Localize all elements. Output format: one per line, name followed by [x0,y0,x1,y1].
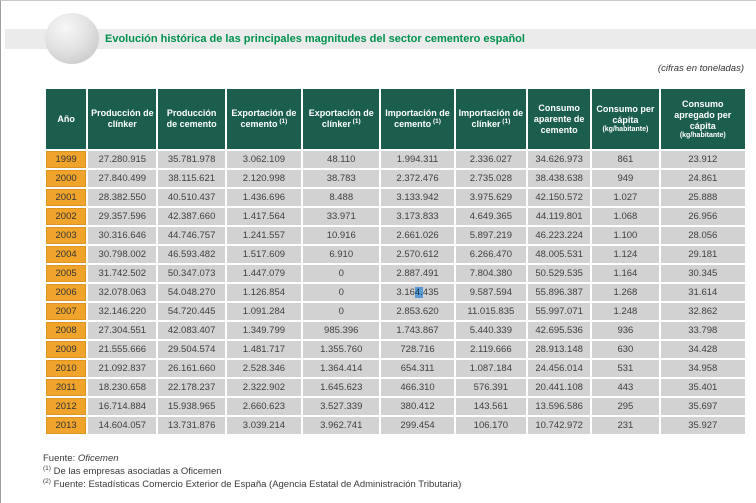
data-cell: 29.181 [661,246,745,263]
data-cell: 44.746.757 [158,227,224,244]
data-cell: 35.401 [661,379,745,396]
year-cell: 2012 [46,398,86,415]
data-cell: 46.223.224 [528,227,590,244]
data-cell: 654.311 [381,360,453,377]
data-cell: 50.529.535 [528,265,590,282]
data-cell: 34.428 [661,341,745,358]
table-row [46,284,745,301]
data-cell: 936 [592,322,658,339]
data-cell: 3.962.741 [303,417,379,434]
data-cell: 26.956 [661,208,745,225]
year-cell: 2007 [46,303,86,320]
data-cell: 0 [303,303,379,320]
data-cell: 143.561 [456,398,526,415]
cement-sector-table [44,87,747,436]
data-cell: 26.161.660 [158,360,224,377]
table-row [46,360,745,377]
data-cell: 27.304.551 [88,322,156,339]
data-cell: 3.173.833 [381,208,453,225]
data-cell: 48.005.531 [528,246,590,263]
year-cell: 2008 [46,322,86,339]
data-cell: 32.078.063 [88,284,156,301]
data-cell: 27.280.915 [88,151,156,168]
data-cell: 1.994.311 [381,151,453,168]
column-header: Producción de cemento [158,89,224,149]
data-cell: 18.230.658 [88,379,156,396]
data-cell: 34.626.973 [528,151,590,168]
data-cell: 576.391 [456,379,526,396]
year-cell: 2011 [46,379,86,396]
data-cell: 29.504.574 [158,341,224,358]
column-header: Consumo per cápita (kg/habitante) [592,89,658,149]
data-cell: 35.927 [661,417,745,434]
table-row [46,341,745,358]
data-cell: 38.438.638 [528,170,590,187]
year-cell: 2002 [46,208,86,225]
data-cell: 38.115.621 [158,170,224,187]
source-label: Fuente: [43,453,76,464]
data-cell: 32.146.220 [88,303,156,320]
data-cell: 1.364.414 [303,360,379,377]
data-cell: 2.570.612 [381,246,453,263]
table-row [46,322,745,339]
data-cell: 1.417.564 [227,208,301,225]
source-name: Oficemen [77,453,119,464]
data-cell: 1.436.696 [227,189,301,206]
data-cell: 33.798 [661,322,745,339]
data-cell: 2.887.491 [381,265,453,282]
data-cell: 13.731.876 [158,417,224,434]
data-cell: 1.091.284 [227,303,301,320]
data-cell: 106.170 [456,417,526,434]
data-cell: 42.695.536 [528,322,590,339]
table-row [46,227,745,244]
table-row [46,151,745,168]
data-cell: 6.910 [303,246,379,263]
data-cell: 0 [303,284,379,301]
data-cell: 1.068 [592,208,658,225]
data-cell: 1.027 [592,189,658,206]
data-cell: 55.896.387 [528,284,590,301]
data-cell: 21.092.837 [88,360,156,377]
data-cell: 861 [592,151,658,168]
data-cell: 21.555.666 [88,341,156,358]
column-header: Importación de cemento $^{(1)}$ [381,89,453,149]
year-cell: 2005 [46,265,86,282]
data-cell: 24.456.014 [528,360,590,377]
footnotes [43,452,461,491]
data-cell: 2.372.476 [381,170,453,187]
table-row [46,246,745,263]
data-cell: 42.150.572 [528,189,590,206]
column-header: Producción de clínker [88,89,156,149]
data-cell: 54.048.270 [158,284,224,301]
data-cell: 2.735.028 [456,170,526,187]
data-cell: 4.649.365 [456,208,526,225]
data-cell: 949 [592,170,658,187]
data-cell: 54.720.445 [158,303,224,320]
data-cell: 35.697 [661,398,745,415]
data-cell: 32.862 [661,303,745,320]
footnote-1-marker: (1) [43,464,51,472]
data-cell: 6.266.470 [456,246,526,263]
data-cell: 15.938.965 [158,398,224,415]
table-row [46,170,745,187]
data-cell: 23.912 [661,151,745,168]
data-cell: 1.355.760 [303,341,379,358]
year-cell: 2006 [46,284,86,301]
data-cell: 44.119.801 [528,208,590,225]
data-cell: 10.742.972 [528,417,590,434]
data-cell: 3.164.435 [381,284,453,301]
year-cell: 2000 [46,170,86,187]
table-row [46,398,745,415]
data-cell: 24.861 [661,170,745,187]
table-row [46,417,745,434]
data-cell: 10.916 [303,227,379,244]
year-cell: 2009 [46,341,86,358]
footnote-1-text: De las empresas asociadas a Oficemen [53,466,222,477]
data-cell: 3.039.214 [227,417,301,434]
data-cell: 11.015.835 [456,303,526,320]
data-cell: 46.593.482 [158,246,224,263]
source-line [43,452,461,465]
data-cell: 2.853.620 [381,303,453,320]
data-cell: 443 [592,379,658,396]
data-cell: 295 [592,398,658,415]
data-cell: 1.645.623 [303,379,379,396]
page-title: Evolución histórica de las principales magnitudes del sector cementero español [105,33,525,45]
data-cell: 28.382.550 [88,189,156,206]
data-cell: 7.804.380 [456,265,526,282]
data-cell: 531 [592,360,658,377]
data-cell: 22.178.237 [158,379,224,396]
data-cell: 985.396 [303,322,379,339]
column-header: Consumo aparente de cemento [528,89,590,149]
data-cell: 35.781.978 [158,151,224,168]
column-header: Exportación de clínker $^{(1)}$ [303,89,379,149]
year-cell: 2001 [46,189,86,206]
data-cell: 27.840.499 [88,170,156,187]
data-cell: 3.975.629 [456,189,526,206]
data-cell: 13.596.586 [528,398,590,415]
data-cell: 0 [303,265,379,282]
data-cell: 1.164 [592,265,658,282]
data-cell: 5.440.339 [456,322,526,339]
data-cell: 20.441.108 [528,379,590,396]
data-cell: 1.241.557 [227,227,301,244]
data-cell: 2.119.666 [456,341,526,358]
data-cell: 1.481.717 [227,341,301,358]
data-cell: 31.614 [661,284,745,301]
table-header [46,89,745,149]
column-header: Año [46,89,86,149]
column-header: Consumo apregado per cápita (kg/habitante) [661,89,745,149]
data-cell: 48.110 [303,151,379,168]
data-cell: 1.349.799 [227,322,301,339]
data-cell: 3.527.339 [303,398,379,415]
data-cell: 2.528.346 [227,360,301,377]
data-cell: 466.310 [381,379,453,396]
data-cell: 1.268 [592,284,658,301]
data-cell: 9.587.594 [456,284,526,301]
footnote-2-text: Fuente: Estadísticas Comercio Exterior de España (Agencia Estatal de Administración Tributaria) [53,479,462,490]
footnote-2 [43,478,461,491]
data-cell: 3.062.109 [227,151,301,168]
data-cell: 29.357.596 [88,208,156,225]
data-cell: 8.488 [303,189,379,206]
data-cell: 3.133.942 [381,189,453,206]
data-cell: 34.958 [661,360,745,377]
footnote-1 [43,465,461,478]
table-row [46,208,745,225]
sphere-decoration-icon [45,13,99,64]
data-cell: 25.888 [661,189,745,206]
data-cell: 1.743.867 [381,322,453,339]
table-row [46,265,745,282]
data-cell: 30.345 [661,265,745,282]
data-cell: 14.604.057 [88,417,156,434]
data-cell: 40.510.437 [158,189,224,206]
year-cell: 2013 [46,417,86,434]
data-cell: 2.336.027 [456,151,526,168]
data-cell: 1.124 [592,246,658,263]
data-cell: 2.120.998 [227,170,301,187]
table-row [46,379,745,396]
data-cell: 2.661.026 [381,227,453,244]
table-row [46,189,745,206]
units-note: (cifras en toneladas) [657,63,744,74]
data-cell: 2.660.623 [227,398,301,415]
year-cell: 2004 [46,246,86,263]
data-cell: 231 [592,417,658,434]
data-cell: 42.083.407 [158,322,224,339]
year-cell: 1999 [46,151,86,168]
data-cell: 33.971 [303,208,379,225]
data-cell: 1.087.184 [456,360,526,377]
data-cell: 1.248 [592,303,658,320]
data-cell: 1.126.854 [227,284,301,301]
column-header: Importación de clínker $^{(1)}$ [456,89,526,149]
data-cell: 299.454 [381,417,453,434]
data-cell: 728.716 [381,341,453,358]
data-cell: 630 [592,341,658,358]
column-header: Exportación de cemento $^{(1)}$ [227,89,301,149]
year-cell: 2003 [46,227,86,244]
data-cell: 2.322.902 [227,379,301,396]
text-selection-highlight: 4. [414,287,423,298]
data-cell: 1.517.609 [227,246,301,263]
footnote-2-marker: (2) [43,477,51,485]
data-cell: 38.783 [303,170,379,187]
data-cell: 31.742.502 [88,265,156,282]
data-cell: 28.913.148 [528,341,590,358]
data-cell: 380.412 [381,398,453,415]
data-cell: 50.347.073 [158,265,224,282]
data-cell: 42.387.660 [158,208,224,225]
year-cell: 2010 [46,360,86,377]
table-row [46,303,745,320]
data-cell: 1.100 [592,227,658,244]
data-cell: 30.316.646 [88,227,156,244]
data-cell: 28.056 [661,227,745,244]
data-cell: 55.997.071 [528,303,590,320]
data-cell: 16.714.884 [88,398,156,415]
data-cell: 1.447.079 [227,265,301,282]
data-cell: 5.897.219 [456,227,526,244]
data-cell: 30.798.002 [88,246,156,263]
